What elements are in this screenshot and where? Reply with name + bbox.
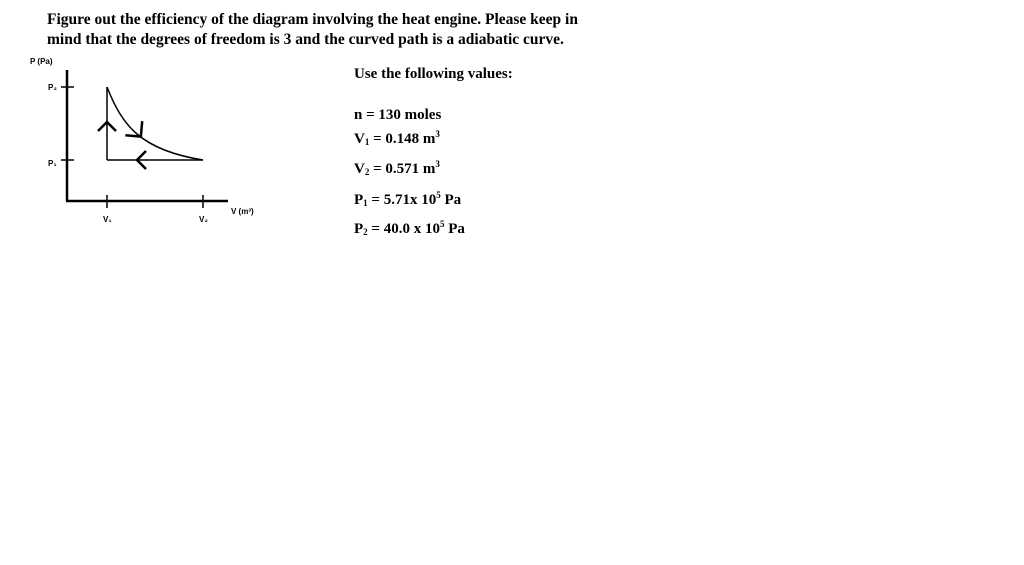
value-v2-exponent: 3 (435, 159, 440, 169)
v2-label: V₂ (199, 215, 208, 224)
value-v1-subscript: 1 (364, 137, 370, 147)
value-p1-number: = 5.71x 10 (367, 192, 437, 208)
p2-label: P₂ (48, 83, 57, 92)
value-v1-exponent: 3 (435, 129, 440, 139)
value-v2-subscript: 2 (364, 167, 370, 177)
x-axis-label: V (m³) (231, 207, 254, 216)
value-p2-subscript: 2 (363, 227, 368, 237)
value-v1 (354, 131, 440, 148)
value-n (354, 107, 441, 124)
question-line-1: Figure out the efficiency of the diagram involving the heat engine. Please keep in (47, 11, 578, 28)
value-p2-exponent: 5 (439, 219, 445, 229)
value-p2 (354, 221, 465, 238)
value-v1-symbol: V (354, 131, 365, 147)
value-v2-symbol: V (354, 161, 365, 177)
pv-diagram (0, 0, 300, 240)
value-p1-exponent: 5 (436, 190, 441, 200)
value-p2-unit: Pa (444, 221, 465, 237)
value-v2 (354, 161, 440, 178)
value-p1-symbol: P (354, 192, 364, 208)
value-v2-number: = 0.571 m (369, 161, 436, 177)
p1-label: P₁ (48, 159, 57, 168)
v1-label: V₁ (103, 215, 112, 224)
question-line-2: mind that the degrees of freedom is 3 and the curved path is a adiabatic curve. (47, 31, 564, 48)
value-p1-unit: Pa (440, 192, 462, 208)
value-n-text: n = 130 moles (354, 107, 442, 123)
value-p2-number: = 40.0 x 10 (367, 221, 440, 237)
y-axis-label: P (Pa) (30, 57, 53, 66)
value-p2-symbol: P (354, 221, 364, 237)
value-p1 (354, 192, 461, 209)
value-p1-subscript: 1 (363, 198, 368, 208)
adiabatic-curve (107, 87, 203, 160)
values-heading: Use the following values: (354, 66, 513, 82)
value-v1-number: = 0.148 m (369, 131, 436, 147)
